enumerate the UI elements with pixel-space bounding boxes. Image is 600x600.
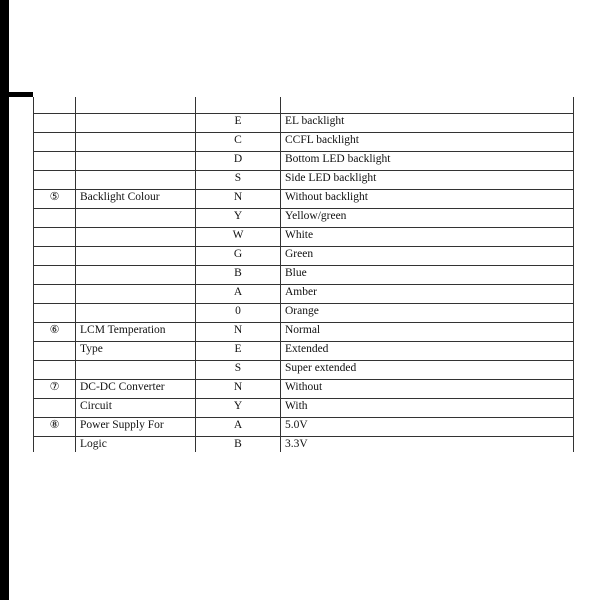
table-body	[34, 95, 574, 513]
table-row	[34, 380, 574, 399]
page-bottom-blank	[9, 452, 600, 600]
cell-item: Logic	[76, 437, 196, 456]
cell-item	[76, 285, 196, 304]
cell-code: B	[196, 266, 281, 285]
table-row	[34, 152, 574, 171]
table-row	[34, 95, 574, 114]
cell-description: Amber	[281, 285, 574, 304]
cell-description: White	[281, 228, 574, 247]
cell-item: Power Supply For	[76, 418, 196, 437]
cell-description: 3.3V	[281, 437, 574, 456]
cell-item	[76, 361, 196, 380]
cell-code: C	[196, 133, 281, 152]
table-row	[34, 114, 574, 133]
cell-description: Normal	[281, 323, 574, 342]
table-row	[34, 247, 574, 266]
table-row	[34, 228, 574, 247]
scan-edge-top-left	[0, 0, 9, 97]
table-row	[34, 361, 574, 380]
cell-description: Side LED backlight	[281, 171, 574, 190]
cell-number	[34, 114, 76, 133]
cell-code: A	[196, 285, 281, 304]
cell-code: W	[196, 228, 281, 247]
spec-table-container	[33, 94, 573, 513]
cell-code: G	[196, 247, 281, 266]
cell-item	[76, 266, 196, 285]
cell-description: With	[281, 399, 574, 418]
cell-item	[76, 152, 196, 171]
cell-item	[76, 228, 196, 247]
cell-code: 0	[196, 304, 281, 323]
cell-number	[34, 361, 76, 380]
table-row	[34, 399, 574, 418]
cell-description: Super extended	[281, 361, 574, 380]
table-row	[34, 190, 574, 209]
product-code-spec-table	[33, 94, 574, 513]
cell-item	[76, 95, 196, 114]
cell-number	[34, 228, 76, 247]
cell-number	[34, 209, 76, 228]
table-row	[34, 323, 574, 342]
table-row	[34, 418, 574, 437]
cell-number: ⑤	[34, 190, 76, 209]
cell-item: Circuit	[76, 399, 196, 418]
cell-number	[34, 247, 76, 266]
cell-item	[76, 133, 196, 152]
cell-number	[34, 171, 76, 190]
table-row	[34, 266, 574, 285]
cell-number	[34, 304, 76, 323]
table-row	[34, 209, 574, 228]
cell-description: 5.0V	[281, 418, 574, 437]
cell-code: N	[196, 380, 281, 399]
cell-code: Y	[196, 209, 281, 228]
cell-item	[76, 209, 196, 228]
cell-code	[196, 95, 281, 114]
cell-code: S	[196, 361, 281, 380]
cell-number: ⑥	[34, 323, 76, 342]
cell-code: N	[196, 323, 281, 342]
cell-number	[34, 285, 76, 304]
cell-number	[34, 266, 76, 285]
cell-item	[76, 114, 196, 133]
cell-code: E	[196, 114, 281, 133]
cell-code: S	[196, 171, 281, 190]
table-row	[34, 171, 574, 190]
cell-description: Without backlight	[281, 190, 574, 209]
top-crop-mask	[0, 0, 600, 97]
cell-item	[76, 247, 196, 266]
cell-code: A	[196, 418, 281, 437]
table-row	[34, 342, 574, 361]
cell-description: Blue	[281, 266, 574, 285]
cell-number	[34, 399, 76, 418]
cell-code: N	[196, 190, 281, 209]
cell-description	[281, 95, 574, 114]
cell-description: EL backlight	[281, 114, 574, 133]
cell-description: CCFL backlight	[281, 133, 574, 152]
cell-description: Without	[281, 380, 574, 399]
cell-description: Bottom LED backlight	[281, 152, 574, 171]
cell-number	[34, 95, 76, 114]
cell-description: Extended	[281, 342, 574, 361]
cell-description: Green	[281, 247, 574, 266]
cell-code: E	[196, 342, 281, 361]
table-row	[34, 133, 574, 152]
cell-number	[34, 152, 76, 171]
cell-code: Y	[196, 399, 281, 418]
cell-description: Yellow/green	[281, 209, 574, 228]
cell-item: Backlight Colour	[76, 190, 196, 209]
cell-code: B	[196, 437, 281, 456]
cell-item	[76, 171, 196, 190]
cell-item: LCM Temperation	[76, 323, 196, 342]
table-row	[34, 285, 574, 304]
table-row	[34, 304, 574, 323]
cell-number	[34, 133, 76, 152]
cell-description: Orange	[281, 304, 574, 323]
cell-item: DC-DC Converter	[76, 380, 196, 399]
cell-code: D	[196, 152, 281, 171]
scan-edge-top-band	[0, 92, 33, 97]
cell-number: ⑧	[34, 418, 76, 437]
cell-item	[76, 304, 196, 323]
cell-number	[34, 342, 76, 361]
cell-number: ⑦	[34, 380, 76, 399]
cell-item: Type	[76, 342, 196, 361]
